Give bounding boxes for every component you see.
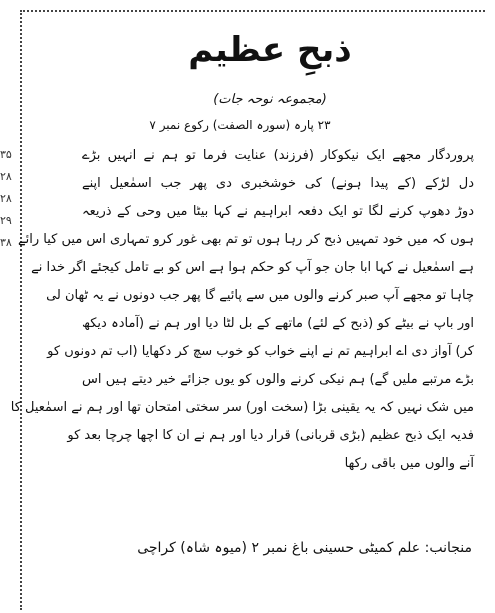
margin-numbers xyxy=(0,148,16,258)
margin-number: ۲۸ xyxy=(0,192,12,205)
body-text xyxy=(10,142,474,478)
document-subtitle: (مجموعہ نوحہ جات) xyxy=(213,92,327,107)
text-line: اور باپ نے بیٹے کو (ذبح کے لئے) ماتھے کے بل لٹا دیا اور ہم نے (آمادہ دیکھ xyxy=(82,316,474,331)
text-line: پروردگار مجھے ایک نیکوکار (فرزند) عنایت فرما تو ہم نے انہیں بڑے xyxy=(82,148,474,163)
verse-reference: ۲۳ پارہ (سورہ الصفت) رکوع نمبر ۷ xyxy=(149,118,331,132)
text-line: ہے اسمٰعیل نے کہا ابا جان جو آپ کو حکم ہوا ہے اس کو بے تامل کیجئے اگر خدا نے xyxy=(31,260,474,275)
margin-number: ۲۹ xyxy=(0,214,12,227)
text-line: دل لڑکے (کے پیدا ہونے) کی خوشخبری دی پھر جب اسمٰعیل اپنے xyxy=(82,176,474,191)
margin-number: ۲۸ xyxy=(0,170,12,183)
text-line: آنے والوں میں باقی رکھا xyxy=(344,456,474,471)
text-line: کر) آواز دی اے ابراہیم تم نے اپنے خواب کو خوب سچ کر دکھایا (اب تم دونوں کو xyxy=(47,344,474,359)
footer-credit: منجانب: علم کمیٹی حسینی باغ نمبر ۲ (میوہ شاہ) کراچی xyxy=(137,540,472,556)
margin-number: ۳۵ xyxy=(0,148,12,161)
document-title: ذبحِ عظیم xyxy=(188,30,352,70)
text-line: میں شک نہیں کہ یہ یقینی بڑا (سخت اور) سر سختی امتحان تھا اور ہم نے اسمٰعیل کا xyxy=(10,400,474,415)
text-line: فدیہ ایک ذبح عظیم (بڑی قربانی) قرار دیا اور ہم نے ان کا اچھا چرچا بعد کو xyxy=(67,428,474,443)
text-line: بڑے مرتبے ملیں گے) ہم نیکی کرنے والوں کو یوں جزائے خیر دیتے ہیں اس xyxy=(82,372,474,387)
text-line: چاہا تو مجھے آپ صبر کرنے والوں میں سے پائیے گا پھر جب دونوں نے یہ ٹھان لی xyxy=(46,288,474,303)
text-line: ہوں کہ میں خود تمہیں ذبح کر رہا ہوں تو تم بھی غور کرو تمہاری اس میں کیا رائے xyxy=(18,232,474,247)
margin-number: ۳۸ xyxy=(0,236,12,249)
text-line: دوڑ دھوپ کرنے لگا تو ایک دفعہ ابراہیم نے کہا بیٹا میں وحی کے ذریعہ xyxy=(82,204,474,219)
